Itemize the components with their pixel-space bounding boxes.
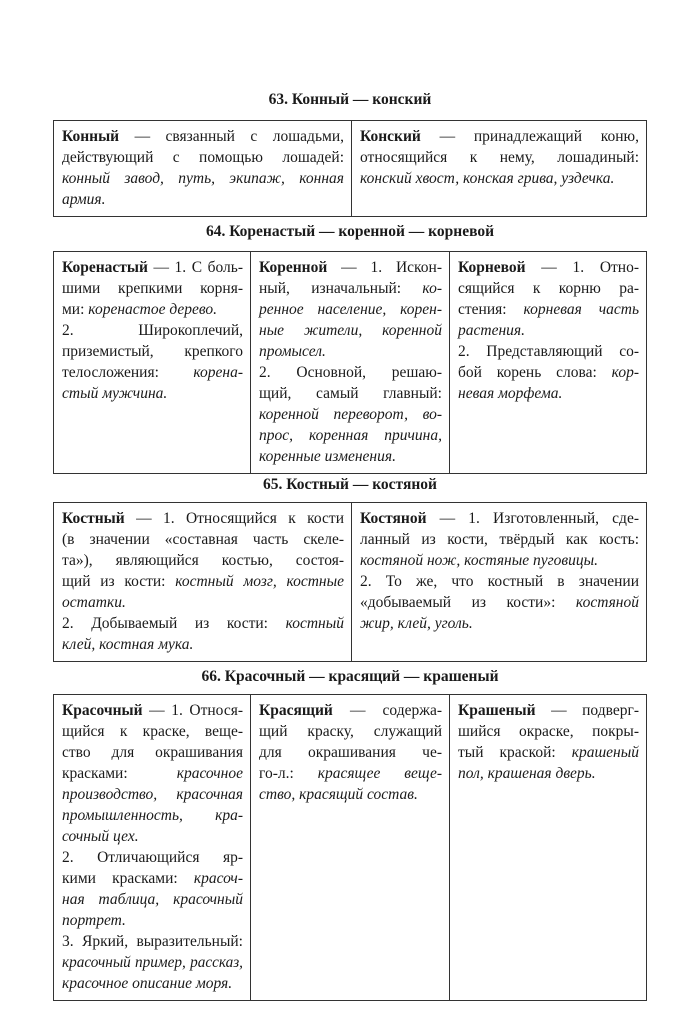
text-line: [62, 805, 243, 826]
headword: Корневой: [458, 259, 526, 276]
example-text: армия.: [62, 191, 106, 208]
text-line: [259, 320, 442, 341]
example-text: производство, красочная: [62, 786, 243, 803]
section-63-table: [53, 120, 647, 217]
definition-text: (в значении «составная часть скеле-: [62, 531, 344, 548]
example-text: красящее веще-: [317, 765, 442, 782]
definition-text: — принадлежащий коню,: [420, 128, 639, 145]
definition-text: щий краску, служащий: [259, 723, 442, 740]
section-65-heading: 65. Костный — костяной: [263, 476, 437, 493]
table-cell: [449, 252, 646, 473]
definition-text: сящийся к корню ра-: [458, 280, 639, 297]
text-line: [62, 508, 344, 529]
definition-text: — связанный с лошадьми,: [119, 128, 344, 145]
example-text: остатки.: [62, 594, 126, 611]
definition-text: 2. То же, что костный в значении: [360, 573, 639, 590]
example-text: красочное: [176, 765, 243, 782]
text-line: [62, 257, 243, 278]
example-text: корневая часть: [523, 301, 640, 318]
example-text: костяной: [575, 594, 639, 611]
example-text: невая морфема.: [458, 385, 563, 402]
table-cell: [54, 695, 250, 1000]
headword: Костяной: [360, 510, 427, 527]
definition-text: — 1. Относящийся к кости: [124, 510, 344, 527]
example-text: промысел.: [259, 343, 326, 360]
text-line: [360, 613, 639, 634]
table-cell: [351, 503, 646, 661]
definition-text: 2. Добываемый из кости:: [62, 615, 286, 632]
example-text: клей, костная мука.: [62, 636, 194, 653]
headword: Красящий: [259, 702, 333, 719]
text-line: [458, 721, 639, 742]
example-text: пол, крашеная дверь.: [458, 765, 596, 782]
definition-text: — содержа-: [332, 702, 442, 719]
definition-text: 2. Основной, решаю-: [259, 364, 442, 381]
text-line: [259, 299, 442, 320]
definition-text: ми:: [62, 301, 89, 318]
example-text: корена-: [193, 364, 243, 381]
text-line: [458, 278, 639, 299]
text-line: [360, 147, 639, 168]
definition-text: 2. Представляющий со-: [458, 343, 639, 360]
definition-text: стения:: [458, 301, 524, 318]
definition-text: — 1. Изготовленный, сде-: [426, 510, 639, 527]
headword: Коренной: [259, 259, 328, 276]
definition-text: относящийся к нему, лошадиный:: [360, 149, 639, 166]
definition-text: ство для окрашивания: [62, 744, 243, 761]
definition-text: кими красками:: [62, 870, 194, 887]
text-line: [62, 613, 344, 634]
text-line: [62, 571, 344, 592]
definition-text: шими крепкими корня-: [62, 280, 243, 297]
definition-text: 2. Отличающийся яр-: [62, 849, 243, 866]
text-line: [62, 383, 243, 404]
definition-text: щийся к краске, веще-: [62, 723, 243, 740]
text-line: [62, 784, 243, 805]
example-text: кор-: [611, 364, 639, 381]
text-line: [259, 742, 442, 763]
example-text: ство, красящий состав.: [259, 786, 418, 803]
text-line: [458, 320, 639, 341]
text-line: [259, 383, 442, 404]
example-text: костный мозг, костные: [175, 573, 344, 590]
table-cell: [351, 121, 646, 216]
text-line: [458, 257, 639, 278]
text-line: [458, 763, 639, 784]
headword: Коренастый: [62, 259, 148, 276]
text-line: [62, 320, 243, 341]
text-line: [62, 868, 243, 889]
definition-text: бой корень слова:: [458, 364, 612, 381]
example-text: конный завод, путь, экипаж, конная: [62, 170, 344, 187]
text-line: [458, 383, 639, 404]
text-line: [259, 362, 442, 383]
example-text: промышленность, кра-: [62, 807, 243, 824]
headword: Крашеный: [458, 702, 536, 719]
section-65-table: [53, 502, 647, 662]
text-line: [458, 742, 639, 763]
definition-text: го-л.:: [259, 765, 318, 782]
definition-text: 3. Яркий, выразительный:: [62, 933, 243, 950]
example-text: коренной переворот, во-: [259, 406, 442, 423]
text-line: [62, 931, 243, 952]
text-line: [62, 126, 344, 147]
text-line: [62, 592, 344, 613]
example-text: костный: [285, 615, 344, 632]
text-line: [360, 168, 639, 189]
definition-text: — 1. Отно-: [525, 259, 639, 276]
definition-text: — 1. Относя-: [142, 702, 243, 719]
text-line: [458, 362, 639, 383]
example-text: прос, коренная причина,: [259, 427, 442, 444]
example-text: растения.: [458, 322, 525, 339]
table-cell: [250, 695, 449, 1000]
section-63-heading: 63. Конный — конский: [268, 91, 432, 108]
definition-text: ланный из кости, твёрдый как кость:: [360, 531, 639, 548]
text-line: [62, 910, 243, 931]
definition-text: шийся окраске, покры-: [458, 723, 639, 740]
definition-text: щий, самый главный:: [259, 385, 442, 402]
text-line: [62, 529, 344, 550]
text-line: [259, 278, 442, 299]
text-line: [259, 763, 442, 784]
text-line: [62, 550, 344, 571]
text-line: [62, 278, 243, 299]
example-text: сочный цех.: [62, 828, 139, 845]
table-cell: [54, 503, 351, 661]
text-line: [458, 341, 639, 362]
example-text: портрет.: [62, 912, 126, 929]
text-line: [259, 257, 442, 278]
section-64-heading: 64. Коренастый — коренной — корневой: [205, 223, 495, 240]
text-line: [360, 508, 639, 529]
headword: Костный: [62, 510, 125, 527]
example-text: ко-: [422, 280, 442, 297]
table-cell: [54, 252, 250, 473]
definition-text: телосложения:: [62, 364, 194, 381]
text-line: [360, 592, 639, 613]
text-line: [62, 952, 243, 973]
definition-text: та»), являющийся костью, состоя-: [62, 552, 344, 569]
text-line: [360, 529, 639, 550]
text-line: [62, 763, 243, 784]
table-cell: [449, 695, 646, 1000]
example-text: коренные изменения.: [259, 448, 396, 465]
definition-text: тый краской:: [458, 744, 572, 761]
example-text: красочное описание моря.: [62, 975, 233, 992]
definition-text: действующий с помощью лошадей:: [62, 149, 344, 166]
text-line: [360, 550, 639, 571]
definition-text: 2. Широкоплечий,: [62, 322, 243, 339]
definition-text: «добываемый из кости»:: [360, 594, 576, 611]
example-text: ная таблица, красочный: [62, 891, 243, 908]
example-text: ные жители, коренной: [259, 322, 442, 339]
example-text: костяной нож, костяные пуговицы.: [360, 552, 599, 569]
text-line: [458, 700, 639, 721]
table-cell: [54, 121, 351, 216]
headword: Конный: [62, 128, 120, 145]
example-text: коренастое дерево.: [88, 301, 218, 318]
text-line: [62, 299, 243, 320]
text-line: [62, 341, 243, 362]
text-line: [62, 189, 344, 210]
text-line: [62, 634, 344, 655]
text-line: [62, 721, 243, 742]
text-line: [62, 742, 243, 763]
text-line: [259, 721, 442, 742]
text-line: [458, 299, 639, 320]
text-line: [62, 826, 243, 847]
text-line: [259, 446, 442, 467]
text-line: [259, 404, 442, 425]
section-66-table: [53, 694, 647, 1001]
text-line: [62, 889, 243, 910]
section-66-heading: 66. Красочный — красящий — крашеный: [201, 668, 499, 685]
text-line: [360, 126, 639, 147]
text-line: [259, 341, 442, 362]
example-text: красочный пример, рассказ,: [62, 954, 243, 971]
example-text: ренное население, корен-: [259, 301, 442, 318]
text-line: [62, 847, 243, 868]
definition-text: для окрашивания че-: [259, 744, 442, 761]
headword: Конский: [360, 128, 421, 145]
text-line: [62, 362, 243, 383]
definition-text: щий из кости:: [62, 573, 176, 590]
definition-text: ный, изначальный:: [259, 280, 423, 297]
text-line: [62, 973, 243, 994]
text-line: [259, 425, 442, 446]
example-text: красоч-: [193, 870, 243, 887]
example-text: жир, клей, уголь.: [360, 615, 473, 632]
text-line: [259, 700, 442, 721]
table-cell: [250, 252, 449, 473]
example-text: стый мужчина.: [62, 385, 168, 402]
text-line: [259, 784, 442, 805]
definition-text: — подверг-: [535, 702, 639, 719]
definition-text: — 1. Искон-: [327, 259, 442, 276]
text-line: [360, 571, 639, 592]
headword: Красочный: [62, 702, 143, 719]
example-text: конский хвост, конская грива, уздечка.: [360, 170, 615, 187]
text-line: [62, 168, 344, 189]
definition-text: приземистый, крепкого: [62, 343, 243, 360]
text-line: [62, 700, 243, 721]
definition-text: красками:: [62, 765, 177, 782]
section-64-table: [53, 251, 647, 474]
definition-text: — 1. С боль-: [147, 259, 243, 276]
text-line: [62, 147, 344, 168]
example-text: крашеный: [571, 744, 639, 761]
